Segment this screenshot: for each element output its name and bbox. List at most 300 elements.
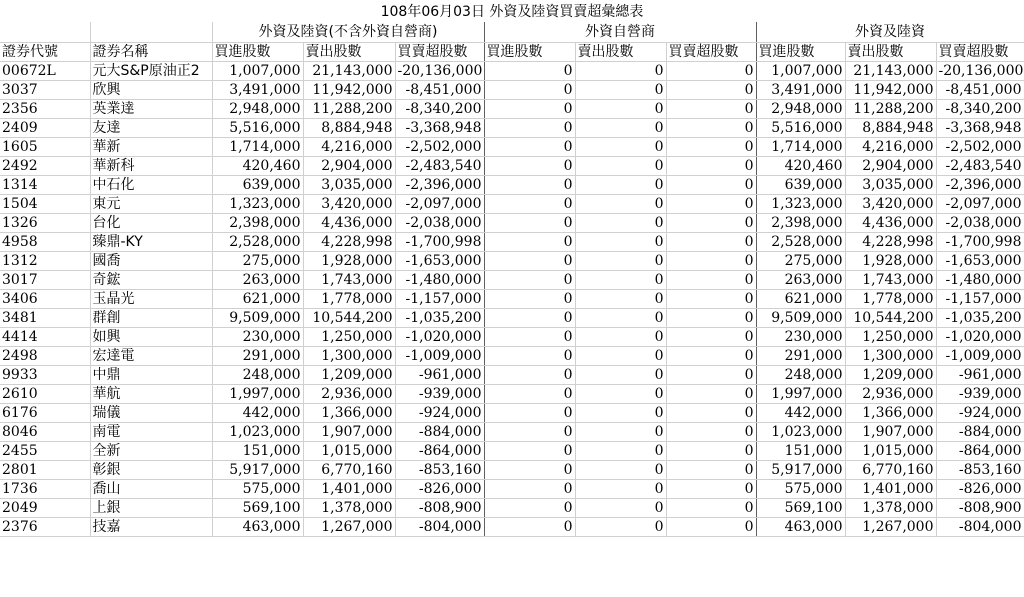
name-cell: 華新 — [90, 137, 212, 156]
name-cell: 群創 — [90, 308, 212, 327]
name-cell: 上銀 — [90, 498, 212, 517]
net-cell: -1,480,000 — [395, 270, 484, 289]
buy-cell: 248,000 — [756, 365, 845, 384]
sell-cell: 10,544,200 — [303, 308, 395, 327]
sell-cell: 0 — [575, 365, 666, 384]
buy-cell: 9,509,000 — [756, 308, 845, 327]
net-cell: -1,035,200 — [936, 308, 1024, 327]
buy-cell: 0 — [484, 156, 575, 175]
name-cell: 喬山 — [90, 479, 212, 498]
sell-cell: 6,770,160 — [845, 460, 936, 479]
sell-cell: 0 — [575, 175, 666, 194]
sell-cell: 2,936,000 — [845, 384, 936, 403]
net-cell: 0 — [666, 99, 756, 118]
buy-cell: 621,000 — [756, 289, 845, 308]
buy-cell: 1,023,000 — [756, 422, 845, 441]
sell-cell: 4,436,000 — [845, 213, 936, 232]
table-row — [0, 213, 1024, 232]
buy-cell: 639,000 — [212, 175, 303, 194]
buy-cell: 1,997,000 — [212, 384, 303, 403]
sell-cell: 6,770,160 — [303, 460, 395, 479]
sell-cell: 1,401,000 — [303, 479, 395, 498]
net-cell: 0 — [666, 175, 756, 194]
code-cell: 3406 — [0, 289, 90, 308]
net-cell: 0 — [666, 479, 756, 498]
net-cell: -1,700,998 — [936, 232, 1024, 251]
net-cell: 0 — [666, 289, 756, 308]
table-row — [0, 479, 1024, 498]
buy-cell: 0 — [484, 175, 575, 194]
sell-cell: 0 — [575, 384, 666, 403]
buy-cell: 2,528,000 — [756, 232, 845, 251]
buy-cell: 442,000 — [756, 403, 845, 422]
buy-cell: 5,516,000 — [212, 118, 303, 137]
group-blank-cell — [0, 22, 90, 42]
buy-cell: 569,100 — [212, 498, 303, 517]
sell-cell: 1,209,000 — [845, 365, 936, 384]
buy-cell: 442,000 — [212, 403, 303, 422]
buy-cell: 2,948,000 — [212, 99, 303, 118]
sell-cell: 10,544,200 — [845, 308, 936, 327]
sell-cell: 4,436,000 — [303, 213, 395, 232]
table-row — [0, 327, 1024, 346]
sell-cell: 11,288,200 — [303, 99, 395, 118]
code-cell: 2492 — [0, 156, 90, 175]
name-cell: 台化 — [90, 213, 212, 232]
sell-cell: 0 — [575, 327, 666, 346]
net-cell: -853,160 — [395, 460, 484, 479]
name-cell: 中鼎 — [90, 365, 212, 384]
code-cell: 2376 — [0, 517, 90, 536]
sell-cell: 0 — [575, 137, 666, 156]
sell-cell: 0 — [575, 517, 666, 536]
table-row — [0, 441, 1024, 460]
code-cell: 9933 — [0, 365, 90, 384]
table-row — [0, 346, 1024, 365]
net-cell: 0 — [666, 270, 756, 289]
buy-cell: 0 — [484, 498, 575, 517]
net-cell: -2,483,540 — [395, 156, 484, 175]
sell-cell: 0 — [575, 99, 666, 118]
group-header-foreign-dealers: 外資自營商 — [484, 22, 756, 42]
buy-cell: 420,460 — [756, 156, 845, 175]
net-cell: 0 — [666, 156, 756, 175]
buy-cell: 5,917,000 — [212, 460, 303, 479]
name-cell: 宏達電 — [90, 346, 212, 365]
sell-cell: 21,143,000 — [845, 61, 936, 80]
buy-cell: 3,491,000 — [212, 80, 303, 99]
buy-cell: 575,000 — [212, 479, 303, 498]
sell-cell: 2,936,000 — [303, 384, 395, 403]
code-cell: 6176 — [0, 403, 90, 422]
sell-cell: 1,778,000 — [845, 289, 936, 308]
sell-cell: 2,904,000 — [845, 156, 936, 175]
sell-cell: 4,216,000 — [303, 137, 395, 156]
buy-cell: 0 — [484, 365, 575, 384]
col-header-name: 證券名稱 — [90, 42, 212, 61]
buy-cell: 291,000 — [756, 346, 845, 365]
net-cell: -808,900 — [395, 498, 484, 517]
sell-cell: 1,250,000 — [845, 327, 936, 346]
name-cell: 中石化 — [90, 175, 212, 194]
net-cell: -924,000 — [395, 403, 484, 422]
buy-cell: 0 — [484, 517, 575, 536]
name-cell: 臻鼎-KY — [90, 232, 212, 251]
buy-cell: 0 — [484, 61, 575, 80]
col-header-sell: 賣出股數 — [303, 42, 395, 61]
code-cell: 2049 — [0, 498, 90, 517]
buy-cell: 0 — [484, 232, 575, 251]
sell-cell: 0 — [575, 479, 666, 498]
sell-cell: 0 — [575, 194, 666, 213]
col-header-buy: 買進股數 — [484, 42, 575, 61]
table-row — [0, 61, 1024, 80]
buy-cell: 0 — [484, 327, 575, 346]
sell-cell: 1,778,000 — [303, 289, 395, 308]
buy-cell: 0 — [484, 270, 575, 289]
net-cell: 0 — [666, 308, 756, 327]
net-cell: -2,038,000 — [395, 213, 484, 232]
name-cell: 奇鋐 — [90, 270, 212, 289]
code-cell: 2801 — [0, 460, 90, 479]
code-cell: 3481 — [0, 308, 90, 327]
table-row — [0, 175, 1024, 194]
table-row — [0, 422, 1024, 441]
buy-cell: 1,023,000 — [212, 422, 303, 441]
table-row — [0, 403, 1024, 422]
net-cell: 0 — [666, 384, 756, 403]
buy-cell: 230,000 — [756, 327, 845, 346]
net-cell: -1,480,000 — [936, 270, 1024, 289]
net-cell: 0 — [666, 441, 756, 460]
net-cell: -939,000 — [395, 384, 484, 403]
net-cell: -2,483,540 — [936, 156, 1024, 175]
buy-cell: 0 — [484, 403, 575, 422]
net-cell: -884,000 — [395, 422, 484, 441]
code-cell: 2356 — [0, 99, 90, 118]
code-cell: 1326 — [0, 213, 90, 232]
col-header-net: 買賣超股數 — [666, 42, 756, 61]
sell-cell: 11,942,000 — [845, 80, 936, 99]
buy-cell: 263,000 — [212, 270, 303, 289]
sell-cell: 0 — [575, 346, 666, 365]
sell-cell: 1,015,000 — [303, 441, 395, 460]
net-cell: -1,020,000 — [936, 327, 1024, 346]
sell-cell: 0 — [575, 289, 666, 308]
sell-cell: 1,743,000 — [845, 270, 936, 289]
net-cell: -3,368,948 — [395, 118, 484, 137]
buy-cell: 0 — [484, 308, 575, 327]
code-cell: 8046 — [0, 422, 90, 441]
buy-cell: 0 — [484, 80, 575, 99]
net-cell: -8,451,000 — [936, 80, 1024, 99]
net-cell: 0 — [666, 137, 756, 156]
code-cell: 2610 — [0, 384, 90, 403]
name-cell: 彰銀 — [90, 460, 212, 479]
buy-cell: 1,714,000 — [756, 137, 845, 156]
table-row — [0, 232, 1024, 251]
net-cell: 0 — [666, 498, 756, 517]
net-cell: -1,157,000 — [395, 289, 484, 308]
buy-cell: 0 — [484, 460, 575, 479]
net-cell: -826,000 — [395, 479, 484, 498]
name-cell: 華新科 — [90, 156, 212, 175]
net-cell: 0 — [666, 194, 756, 213]
buy-cell: 575,000 — [756, 479, 845, 498]
sell-cell: 3,035,000 — [303, 175, 395, 194]
net-cell: -20,136,000 — [936, 61, 1024, 80]
net-cell: -8,340,200 — [395, 99, 484, 118]
net-cell: -1,653,000 — [936, 251, 1024, 270]
buy-cell: 0 — [484, 384, 575, 403]
code-cell: 1314 — [0, 175, 90, 194]
sell-cell: 1,209,000 — [303, 365, 395, 384]
buy-cell: 151,000 — [212, 441, 303, 460]
sell-cell: 4,228,998 — [303, 232, 395, 251]
buy-cell: 1,007,000 — [212, 61, 303, 80]
buy-cell: 5,516,000 — [756, 118, 845, 137]
sell-cell: 0 — [575, 213, 666, 232]
name-cell: 國喬 — [90, 251, 212, 270]
name-cell: 華航 — [90, 384, 212, 403]
name-cell: 友達 — [90, 118, 212, 137]
sell-cell: 1,378,000 — [303, 498, 395, 517]
col-header-net: 買賣超股數 — [936, 42, 1024, 61]
sell-cell: 1,250,000 — [303, 327, 395, 346]
buy-cell: 0 — [484, 289, 575, 308]
buy-cell: 2,398,000 — [212, 213, 303, 232]
code-cell: 1312 — [0, 251, 90, 270]
buy-cell: 0 — [484, 479, 575, 498]
buy-cell: 621,000 — [212, 289, 303, 308]
net-cell: 0 — [666, 118, 756, 137]
net-cell: -884,000 — [936, 422, 1024, 441]
code-cell: 2498 — [0, 346, 90, 365]
buy-cell: 1,007,000 — [756, 61, 845, 80]
sell-cell: 1,907,000 — [303, 422, 395, 441]
sell-cell: 3,420,000 — [845, 194, 936, 213]
code-cell: 00672L — [0, 61, 90, 80]
sell-cell: 1,267,000 — [845, 517, 936, 536]
sell-cell: 4,216,000 — [845, 137, 936, 156]
buy-cell: 420,460 — [212, 156, 303, 175]
table-row — [0, 80, 1024, 99]
sell-cell: 1,015,000 — [845, 441, 936, 460]
net-cell: -939,000 — [936, 384, 1024, 403]
net-cell: -1,700,998 — [395, 232, 484, 251]
net-cell: 0 — [666, 61, 756, 80]
table-row — [0, 194, 1024, 213]
sell-cell: 0 — [575, 270, 666, 289]
buy-cell: 275,000 — [756, 251, 845, 270]
buy-cell: 9,509,000 — [212, 308, 303, 327]
code-cell: 2455 — [0, 441, 90, 460]
net-cell: -3,368,948 — [936, 118, 1024, 137]
table-row — [0, 460, 1024, 479]
net-cell: 0 — [666, 403, 756, 422]
buy-cell: 463,000 — [212, 517, 303, 536]
sell-cell: 2,904,000 — [303, 156, 395, 175]
net-cell: -2,038,000 — [936, 213, 1024, 232]
buy-cell: 0 — [484, 251, 575, 270]
table-row — [0, 251, 1024, 270]
net-cell: 0 — [666, 517, 756, 536]
net-cell: -804,000 — [936, 517, 1024, 536]
sell-cell: 0 — [575, 80, 666, 99]
code-cell: 1736 — [0, 479, 90, 498]
buy-cell: 151,000 — [756, 441, 845, 460]
sell-cell: 11,942,000 — [303, 80, 395, 99]
buy-cell: 1,323,000 — [756, 194, 845, 213]
buy-cell: 0 — [484, 346, 575, 365]
sell-cell: 0 — [575, 118, 666, 137]
net-cell: -864,000 — [395, 441, 484, 460]
col-header-buy: 買進股數 — [212, 42, 303, 61]
sell-cell: 1,743,000 — [303, 270, 395, 289]
net-cell: 0 — [666, 365, 756, 384]
name-cell: 南電 — [90, 422, 212, 441]
net-cell: 0 — [666, 251, 756, 270]
net-cell: -1,653,000 — [395, 251, 484, 270]
table-row — [0, 118, 1024, 137]
col-header-buy: 買進股數 — [756, 42, 845, 61]
buy-cell: 2,948,000 — [756, 99, 845, 118]
code-cell: 1504 — [0, 194, 90, 213]
buy-cell: 230,000 — [212, 327, 303, 346]
net-cell: -808,900 — [936, 498, 1024, 517]
name-cell: 瑞儀 — [90, 403, 212, 422]
net-cell: -924,000 — [936, 403, 1024, 422]
column-header-row — [0, 42, 1024, 61]
net-cell: 0 — [666, 232, 756, 251]
name-cell: 英業達 — [90, 99, 212, 118]
buy-cell: 463,000 — [756, 517, 845, 536]
buy-cell: 0 — [484, 137, 575, 156]
sell-cell: 0 — [575, 251, 666, 270]
net-cell: 0 — [666, 80, 756, 99]
table-row — [0, 498, 1024, 517]
sell-cell: 3,035,000 — [845, 175, 936, 194]
net-cell: -1,157,000 — [936, 289, 1024, 308]
net-cell: 0 — [666, 346, 756, 365]
net-cell: -1,009,000 — [936, 346, 1024, 365]
net-cell: -2,396,000 — [936, 175, 1024, 194]
name-cell: 如興 — [90, 327, 212, 346]
sell-cell: 1,378,000 — [845, 498, 936, 517]
code-cell: 4958 — [0, 232, 90, 251]
sell-cell: 0 — [575, 441, 666, 460]
buy-cell: 2,528,000 — [212, 232, 303, 251]
buy-cell: 1,997,000 — [756, 384, 845, 403]
sell-cell: 0 — [575, 308, 666, 327]
group-header-foreign-total: 外資及陸資 — [756, 22, 1024, 42]
table-row — [0, 384, 1024, 403]
sell-cell: 1,300,000 — [303, 346, 395, 365]
net-cell: 0 — [666, 213, 756, 232]
sell-cell: 1,928,000 — [845, 251, 936, 270]
code-cell: 1605 — [0, 137, 90, 156]
code-cell: 4414 — [0, 327, 90, 346]
sell-cell: 8,884,948 — [303, 118, 395, 137]
sell-cell: 8,884,948 — [845, 118, 936, 137]
table-row — [0, 308, 1024, 327]
col-header-sell: 賣出股數 — [575, 42, 666, 61]
net-cell: -1,009,000 — [395, 346, 484, 365]
name-cell: 東元 — [90, 194, 212, 213]
buy-cell: 3,491,000 — [756, 80, 845, 99]
net-cell: 0 — [666, 327, 756, 346]
net-cell: -2,396,000 — [395, 175, 484, 194]
table-row — [0, 156, 1024, 175]
table-row — [0, 137, 1024, 156]
buy-cell: 1,323,000 — [212, 194, 303, 213]
code-cell: 3037 — [0, 80, 90, 99]
sell-cell: 0 — [575, 460, 666, 479]
sell-cell: 0 — [575, 498, 666, 517]
group-blank-cell — [90, 22, 212, 42]
net-cell: -804,000 — [395, 517, 484, 536]
sell-cell: 4,228,998 — [845, 232, 936, 251]
buy-cell: 291,000 — [212, 346, 303, 365]
summary-table — [0, 22, 1024, 537]
code-cell: 3017 — [0, 270, 90, 289]
name-cell: 玉晶光 — [90, 289, 212, 308]
name-cell: 技嘉 — [90, 517, 212, 536]
net-cell: -8,451,000 — [395, 80, 484, 99]
sell-cell: 1,300,000 — [845, 346, 936, 365]
net-cell: -961,000 — [395, 365, 484, 384]
buy-cell: 0 — [484, 99, 575, 118]
buy-cell: 0 — [484, 213, 575, 232]
sell-cell: 1,928,000 — [303, 251, 395, 270]
buy-cell: 0 — [484, 118, 575, 137]
col-header-sell: 賣出股數 — [845, 42, 936, 61]
group-header-foreign-excl-dealers: 外資及陸資(不含外資自營商) — [212, 22, 484, 42]
buy-cell: 0 — [484, 194, 575, 213]
sell-cell: 1,401,000 — [845, 479, 936, 498]
table-row — [0, 289, 1024, 308]
net-cell: -2,502,000 — [395, 137, 484, 156]
sell-cell: 0 — [575, 422, 666, 441]
sheet-title: 108年06月03日 外資及陸資買賣超彙總表 — [380, 4, 644, 20]
table-row — [0, 99, 1024, 118]
net-cell: -1,035,200 — [395, 308, 484, 327]
net-cell: -853,160 — [936, 460, 1024, 479]
buy-cell: 2,398,000 — [756, 213, 845, 232]
buy-cell: 639,000 — [756, 175, 845, 194]
buy-cell: 263,000 — [756, 270, 845, 289]
net-cell: -1,020,000 — [395, 327, 484, 346]
sell-cell: 0 — [575, 403, 666, 422]
net-cell: -8,340,200 — [936, 99, 1024, 118]
col-header-net: 買賣超股數 — [395, 42, 484, 61]
sell-cell: 1,907,000 — [845, 422, 936, 441]
sell-cell: 1,366,000 — [303, 403, 395, 422]
net-cell: -961,000 — [936, 365, 1024, 384]
buy-cell: 248,000 — [212, 365, 303, 384]
buy-cell: 1,714,000 — [212, 137, 303, 156]
table-row — [0, 270, 1024, 289]
sell-cell: 11,288,200 — [845, 99, 936, 118]
sell-cell: 21,143,000 — [303, 61, 395, 80]
table-row — [0, 365, 1024, 384]
col-header-code: 證券代號 — [0, 42, 90, 61]
sell-cell: 1,366,000 — [845, 403, 936, 422]
buy-cell: 0 — [484, 441, 575, 460]
net-cell: 0 — [666, 460, 756, 479]
name-cell: 元大S&P原油正2 — [90, 61, 212, 80]
sell-cell: 3,420,000 — [303, 194, 395, 213]
